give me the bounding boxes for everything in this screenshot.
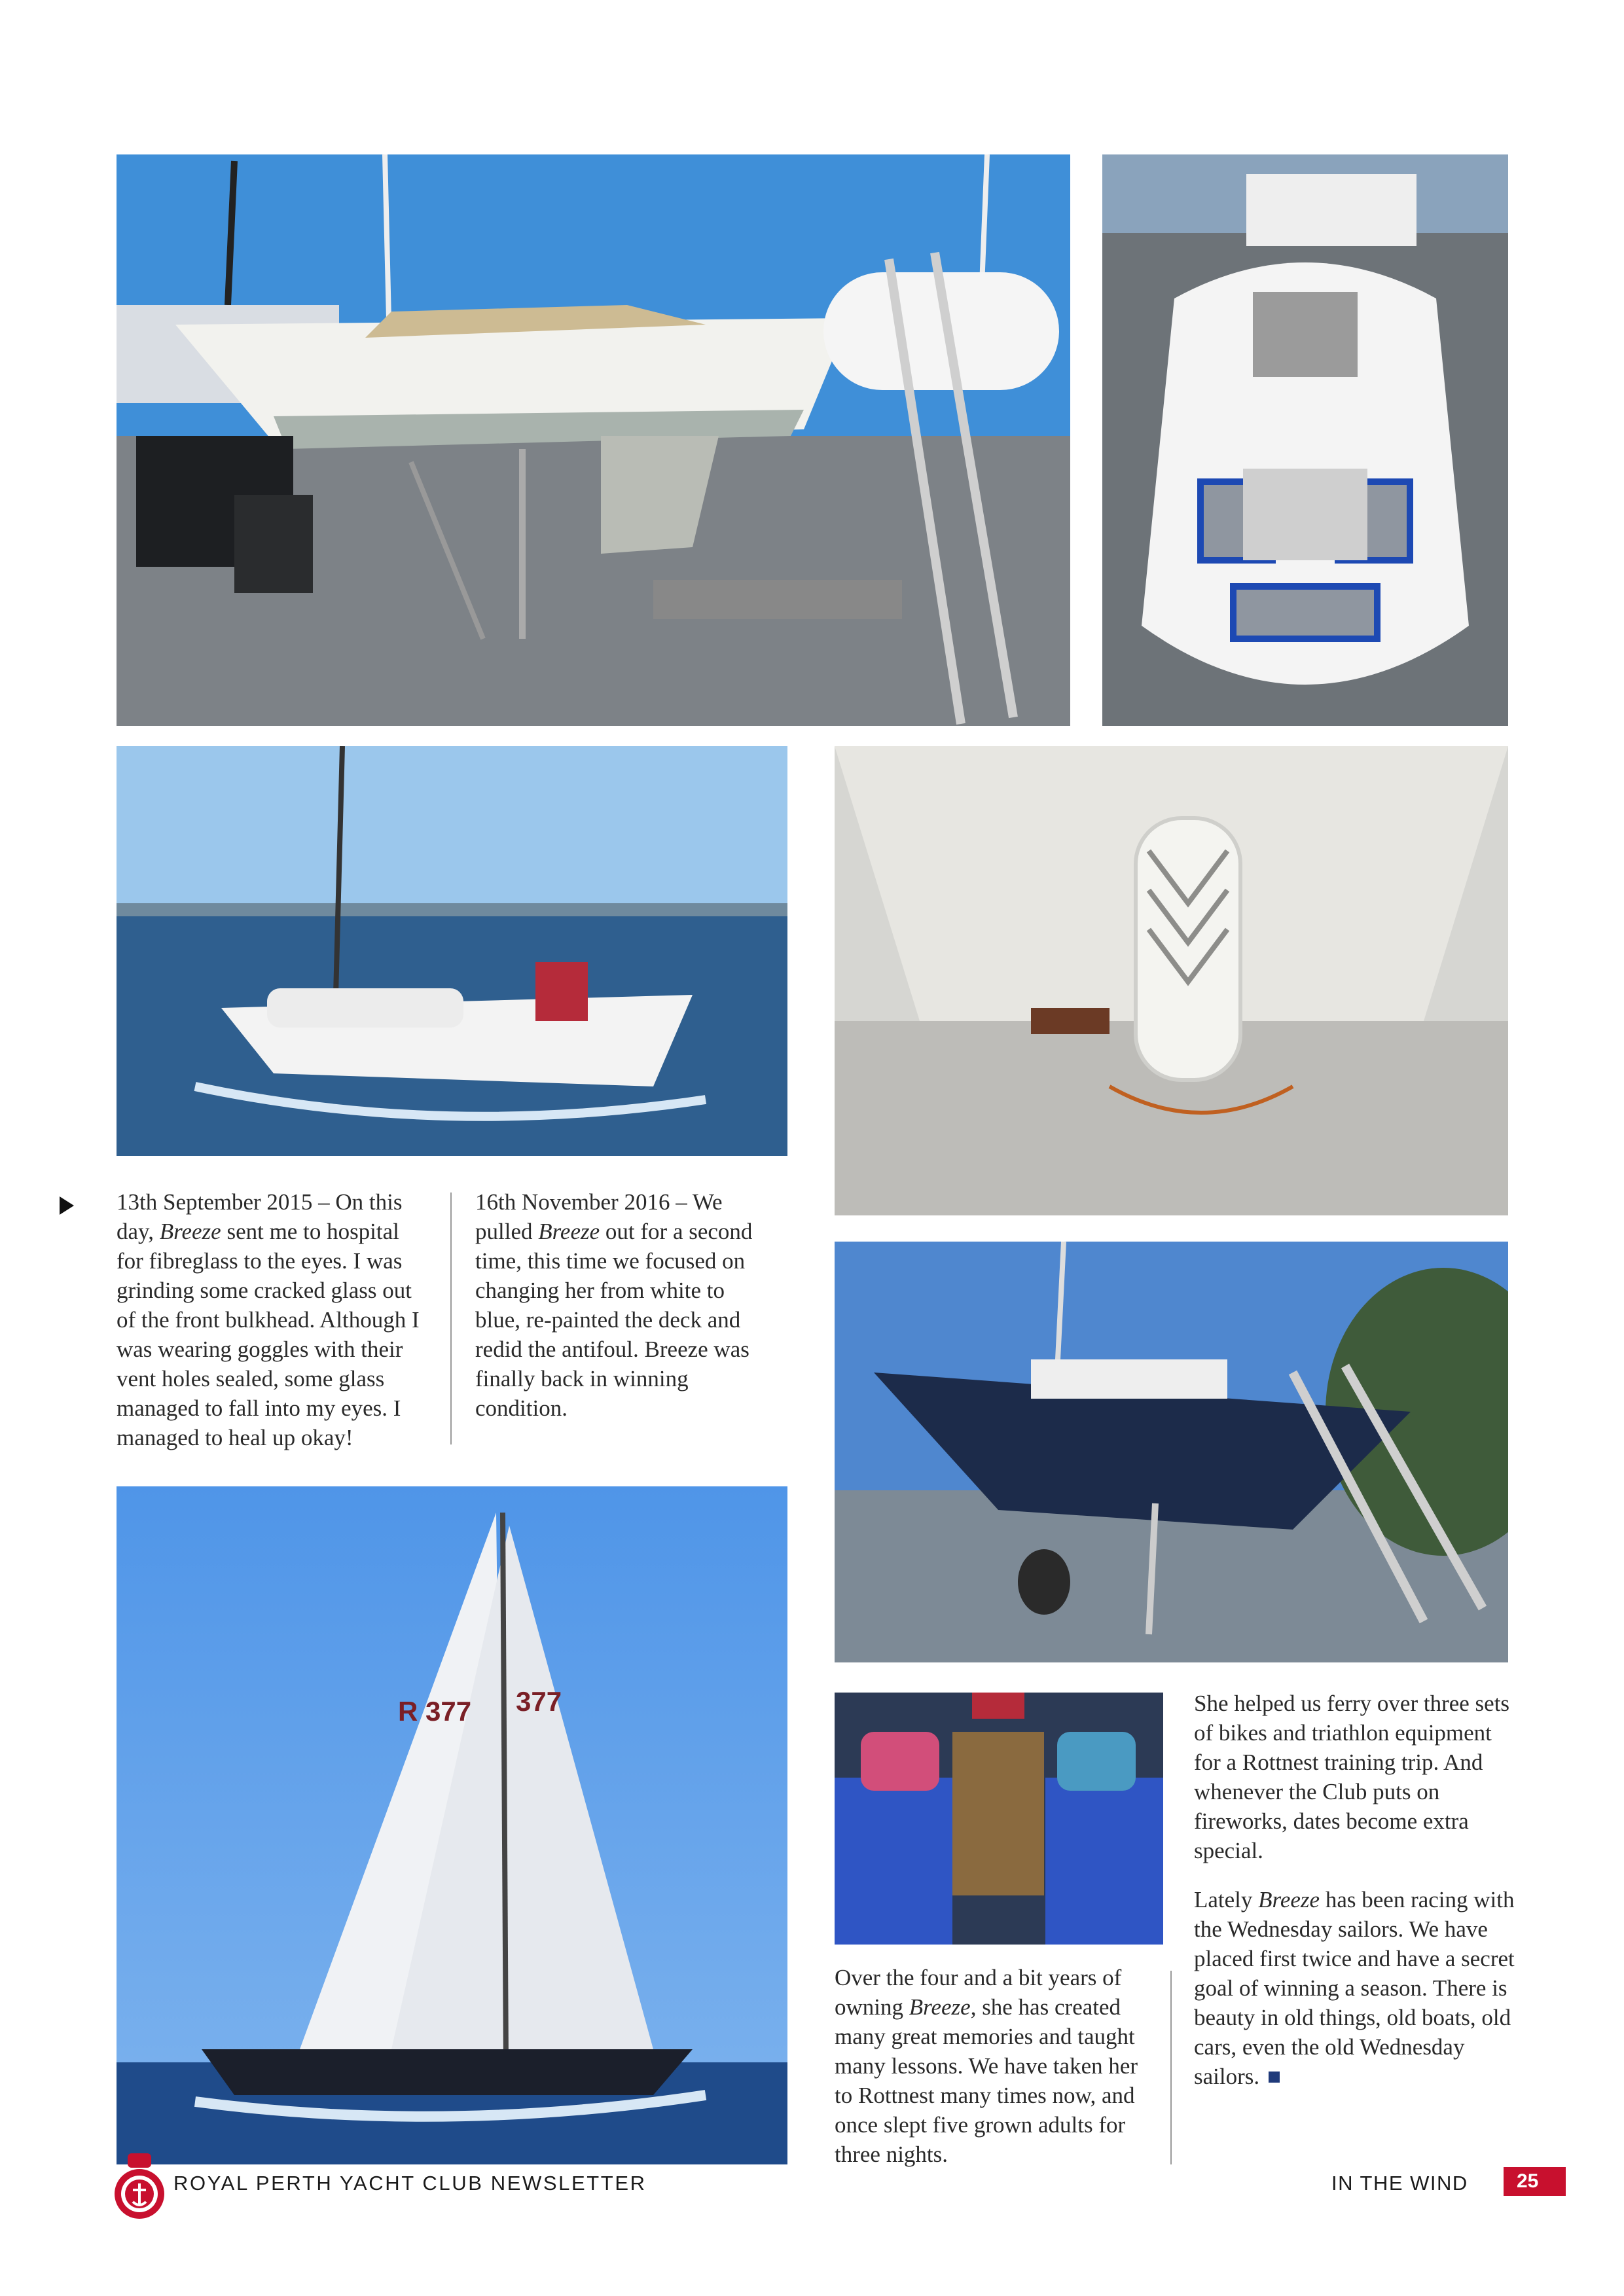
boat-name: Breeze bbox=[159, 1219, 221, 1244]
caption-nov-2016 bbox=[475, 1187, 763, 1423]
column-divider bbox=[1170, 1971, 1172, 2164]
cabin-cushions-photo bbox=[835, 1693, 1163, 1945]
body-memories-prefix: Over the four and a bit years of owning bbox=[835, 1965, 1122, 2020]
body-memories bbox=[835, 1963, 1149, 2169]
sailing-on-river-photo bbox=[117, 746, 787, 1156]
column-divider bbox=[450, 1193, 452, 1444]
deck-top-view-photo bbox=[1102, 154, 1508, 726]
section-name: IN THE WIND bbox=[1331, 2172, 1468, 2195]
caption-nov-2016-prefix: 16th November 2016 – We pulled bbox=[475, 1189, 723, 1244]
body-memories-text: , she has created many great memories and taught many lessons. We have taken her to Rottnest many times now, and once slept five grown adults for three nights. bbox=[835, 1994, 1138, 2167]
caption-nov-2016-text: out for a second time, this time we focused on changing her from white to blue, re-painted the deck and redid the antifoul. Breeze was finally back in winning condition. bbox=[475, 1219, 753, 1421]
caption-sept-2015-text: sent me to hospital for fibreglass to the eyes. I was grinding some cracked glass out of the front bulkhead. Although I was wearing goggles with their vent holes sealed, some glass managed to fall into my eyes. I managed to heal up okay! bbox=[117, 1219, 420, 1450]
cabin-interior-photo bbox=[835, 746, 1508, 1215]
blue-hull-on-stand-photo bbox=[835, 1242, 1508, 1662]
boat-name: Breeze bbox=[538, 1219, 600, 1244]
page-number: 25 bbox=[1504, 2167, 1566, 2196]
boat-name: Breeze bbox=[909, 1994, 971, 2020]
boat-on-hardstand-photo bbox=[117, 154, 1070, 726]
boat-name: Breeze bbox=[1258, 1887, 1320, 1912]
end-mark-icon bbox=[1269, 2072, 1280, 2083]
sail-number-left: R 377 bbox=[398, 1696, 472, 1727]
full-sail-photo bbox=[117, 1486, 787, 2164]
body-right-column bbox=[1194, 1689, 1521, 2091]
newsletter-title: ROYAL PERTH YACHT CLUB NEWSLETTER bbox=[173, 2172, 647, 2195]
sail-number-right: 377 bbox=[516, 1686, 562, 1717]
body-racing-text: has been racing with the Wednesday sailors. We have placed first twice and have a secret goal of winning a season. There is beauty in old things, old boats, old cars, even the old Wednesday sailors. bbox=[1194, 1887, 1515, 2089]
caption-arrow-icon bbox=[60, 1196, 74, 1215]
caption-sept-2015 bbox=[117, 1187, 431, 1452]
body-racing-prefix: Lately bbox=[1194, 1887, 1259, 1912]
club-crest-icon bbox=[113, 2153, 166, 2232]
caption-sept-2015-prefix: 13th September 2015 – On this day, bbox=[117, 1189, 403, 1244]
body-ferry: She helped us ferry over three sets of bikes and triathlon equipment for a Rottnest training trip. And whenever the Club puts on fireworks, dates become extra special. bbox=[1194, 1691, 1510, 1863]
